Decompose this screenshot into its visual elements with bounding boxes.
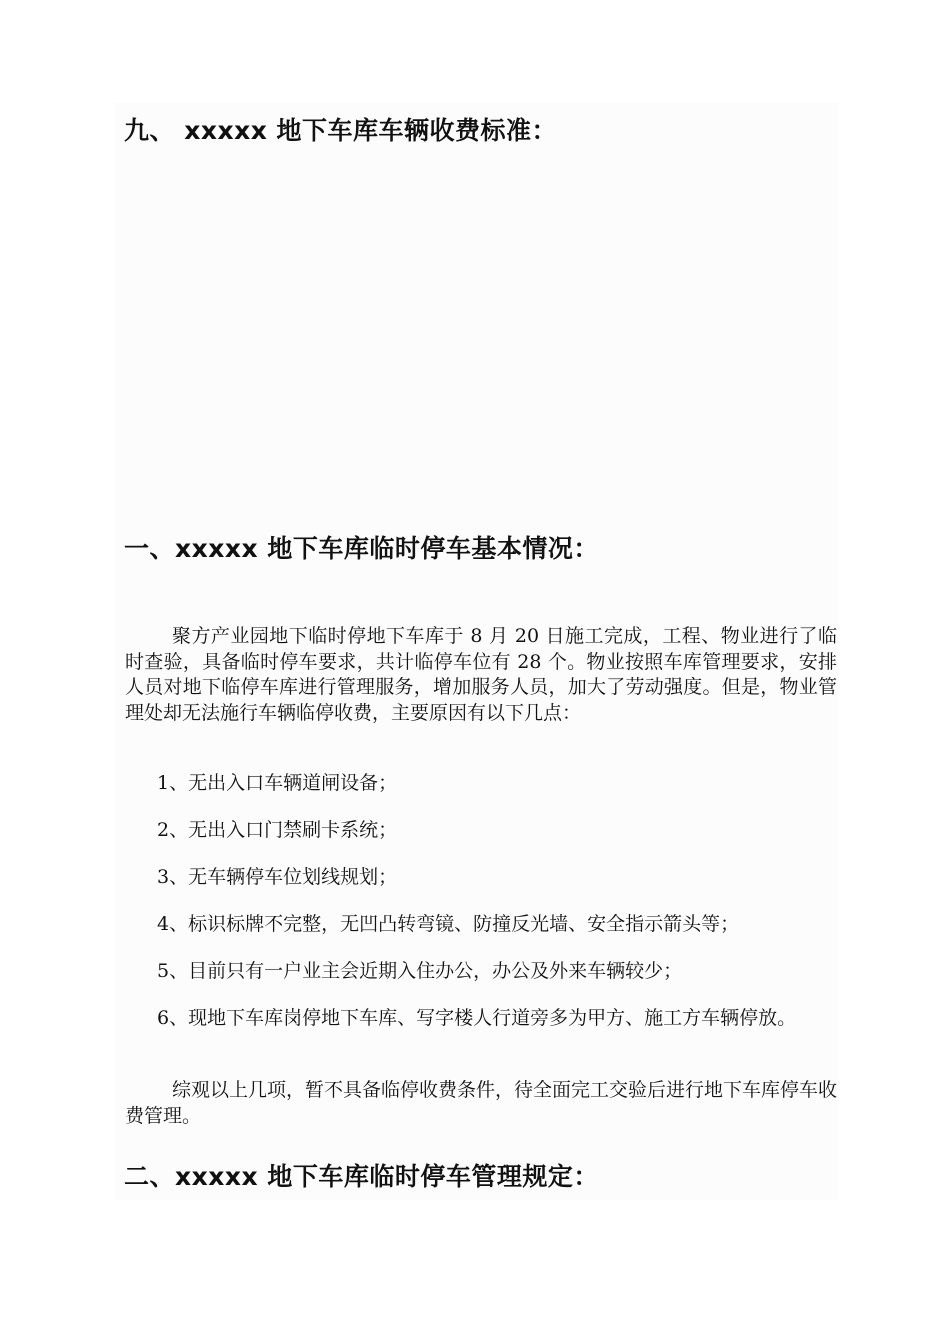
section-two-heading: 二、xxxxx 地下车库临时停车管理规定： [124,1162,599,1191]
list-item: 6、现地下车库岗停地下车库、写字楼人行道旁多为甲方、施工方车辆停放。 [157,1007,797,1029]
list-item: 3、无车辆停车位划线规划； [157,866,398,888]
summary-paragraph: 综观以上几项，暂不具备临停收费条件，待全面完工交验后进行地下车库停车收费管理。 [125,1079,838,1127]
list-item: 4、标识标牌不完整，无凹凸转弯镜、防撞反光墙、安全指示箭头等； [157,913,740,935]
list-item: 5、目前只有一户业主会近期入住办公，办公及外来车辆较少； [157,960,683,982]
list-item: 1、无出入口车辆道闸设备； [157,772,398,794]
section-nine-heading: 九、 xxxxx 地下车库车辆收费标准： [124,116,558,145]
section-one-heading: 一、xxxxx 地下车库临时停车基本情况： [124,534,599,563]
intro-paragraph: 聚方产业园地下临时停地下车库于 8 月 20 日施工完成，工程、物业进行了临时查验，具备临时停车要求，共计临停车位有 28 个。物业按照车库管理要求，安排人员对地下临停车库进行管理服务，增加服务人员，加大了劳动强度。但是，物业管理处却无法施行车辆临停收费，主要原因有以下几点： [125,625,837,724]
list-item: 2、无出入口门禁刷卡系统； [157,819,398,841]
